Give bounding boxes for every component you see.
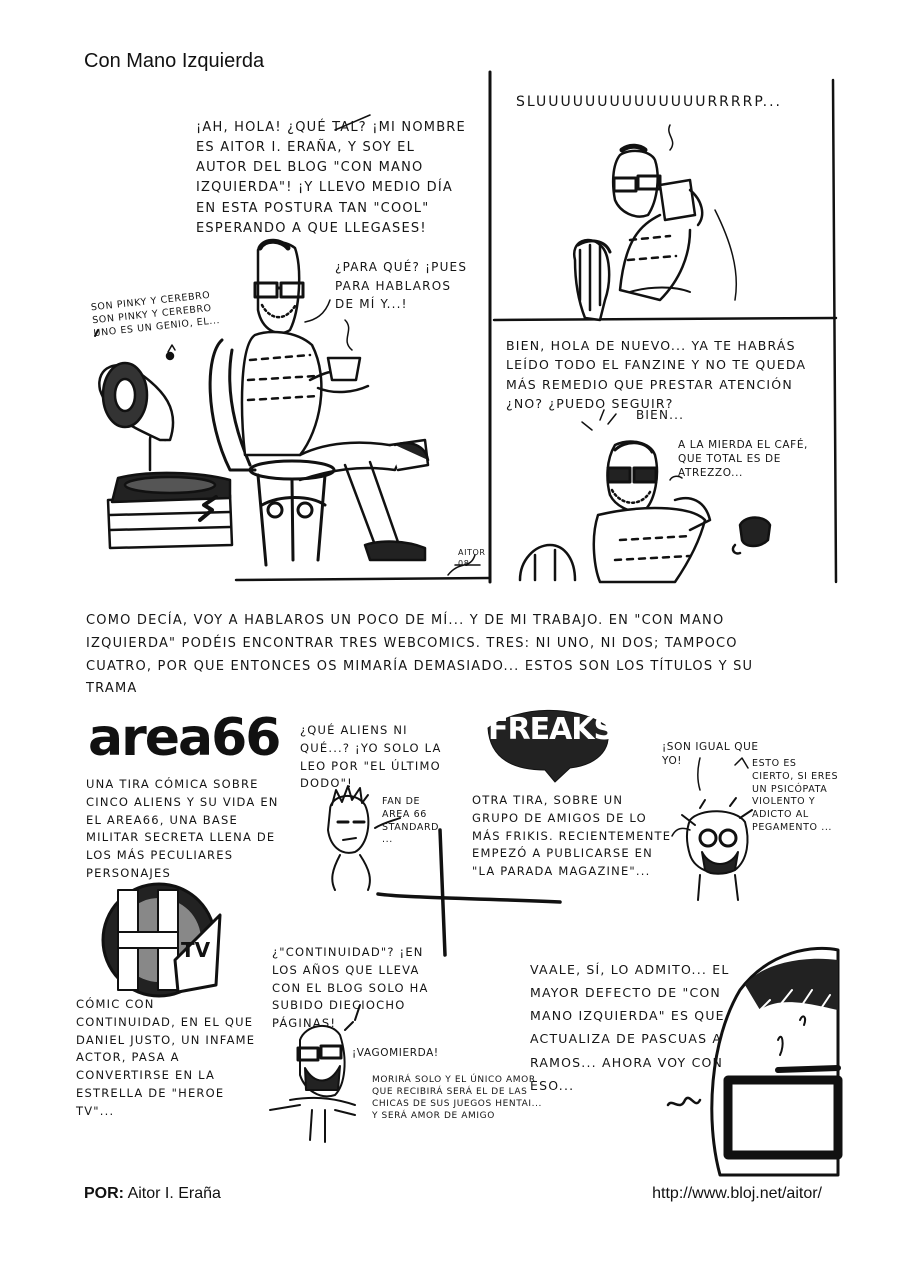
artist-signature: AITOR 08 [458, 548, 486, 568]
author-drinking-drawing [574, 125, 736, 320]
page-title: Con Mano Izquierda [84, 50, 265, 72]
area66-fan-label: FAN DE AREA 66 STANDARD ... [382, 796, 440, 846]
freaks-character-speech: ¡SON IGUAL QUE YO! [662, 741, 759, 768]
speech-cafe: A LA MIERDA EL CAFÉ, QUE TOTAL ES DE ATREZZO... [678, 439, 808, 480]
heroetv-logo-tv: TV [181, 938, 211, 962]
section-divider-vertical [440, 830, 445, 955]
speech-intro: ¡AH, HOLA! ¿QUÉ TAL? ¡MI NOMBRE ES AITOR I. ERAÑA, Y SOY EL AUTOR DEL BLOG "CON MANO IZQUIERDA"! ¡Y LLEVO MEDIO DÍA EN ESTA POSTURA TAN "COOL" ESPERANDO A QUE LLEGASES! [196, 120, 466, 236]
heroetv-speech: ¿"CONTINUIDAD"? ¡EN LOS AÑOS QUE LLEVA CON EL BLOG SOLO HA SUBIDO DIECIOCHO PÁGINAS! [272, 945, 429, 1031]
intro-paragraph: COMO DECÍA, VOY A HABLAROS UN POCO DE MÍ... Y DE MI TRABAJO. EN "CON MANO IZQUIERDA" PODÉIS ENCONTRAR TRES WEBCOMICS. TRES: NI UNO, NI DOS; TAMPOCO CUATRO, POR QUE ENTONCES OS MIMARÍA DEMASIADO... ESTOS SON LOS TÍTULOS Y SU TRAMA [86, 613, 754, 697]
section-divider-horizontal [378, 894, 560, 902]
closing-speech: VAALE, SÍ, LO ADMITO... EL MAYOR DEFECTO DE "CON MANO IZQUIERDA" ES QUE ACTUALIZA DE PASCUAS A RAMOS... AHORA VOY CON ESO... [530, 962, 730, 1093]
freaks-description: OTRA TIRA, SOBRE UN GRUPO DE AMIGOS DE LO MÁS FRIKIS. RECIENTEMENTE EMPEZÓ A PUBLICARSE EN "LA PARADA MAGAZINE"... [472, 793, 672, 879]
panel-right-border [833, 80, 836, 582]
footer-author [84, 1185, 221, 1203]
slurp-sound: SLUUUUUUUUUUUUUURRRRP... [516, 94, 782, 110]
author-coffee-toss-drawing [520, 410, 770, 582]
heroetv-description: CÓMIC CON CONTINUIDAD, EN EL QUE DANIEL JUSTO, UN INFAME ACTOR, PASA A CONVERTIRSE EN LA ESTRELLA DE "HEROE TV"... [76, 997, 256, 1118]
panel1-bottom-border [236, 578, 490, 580]
speech-para-que: ¿PARA QUÉ? ¡PUES PARA HABLAROS DE MÍ Y...! [335, 260, 468, 312]
footer-url[interactable]: http://www.bloj.net/aitor/ [652, 1185, 822, 1202]
freaks-logo: FREAKS [488, 712, 615, 747]
freaks-character-drawing [672, 758, 752, 900]
heroetv-exclaim: ¡VAGOMIERDA! [352, 1047, 439, 1059]
speech-hola-de-nuevo: BIEN, HOLA DE NUEVO... YA TE HABRÁS LEÍDO TODO EL FANZINE Y NO TE QUEDA MÁS REMEDIO QUE PRESTAR ATENCIÓN ¿NO? ¿PUEDO SEGUIR? [506, 338, 807, 412]
panel-divider-horizontal [494, 318, 836, 320]
heroetv-note: MORIRÁ SOLO Y EL ÚNICO AMOR QUE RECIBIRÁ SERÁ EL DE LAS CHICAS DE SUS JUEGOS HENTAI... Y SERÁ AMOR DE AMIGO [372, 1075, 543, 1122]
footer-author-name: Aitor I. Eraña [127, 1185, 221, 1202]
speech-bien: BIEN... [636, 408, 685, 422]
footer-label: POR: [84, 1185, 124, 1202]
gramophone-song: SON PINKY Y CEREBRO SON PINKY Y CEREBRO UNO ES UN GENIO, EL... [90, 289, 221, 339]
freaks-character-note: ESTO ES CIERTO, SI ERES UN PSICÓPATA VIOLENTO Y ADICTO AL PEGAMENTO ... [752, 758, 839, 834]
area66-description: UNA TIRA CÓMICA SOBRE CINCO ALIENS Y SU VIDA EN EL AREA66, UNA BASE MILITAR SECRETA LLENA DE LOS MÁS PECULIARES PERSONAJES [86, 777, 279, 881]
area66-logo: area66 [88, 708, 280, 768]
area66-fan-speech: ¿QUÉ ALIENS NI QUÉ...? ¡YO SOLO LA LEO POR "EL ÚLTIMO DODO"! [300, 723, 442, 791]
